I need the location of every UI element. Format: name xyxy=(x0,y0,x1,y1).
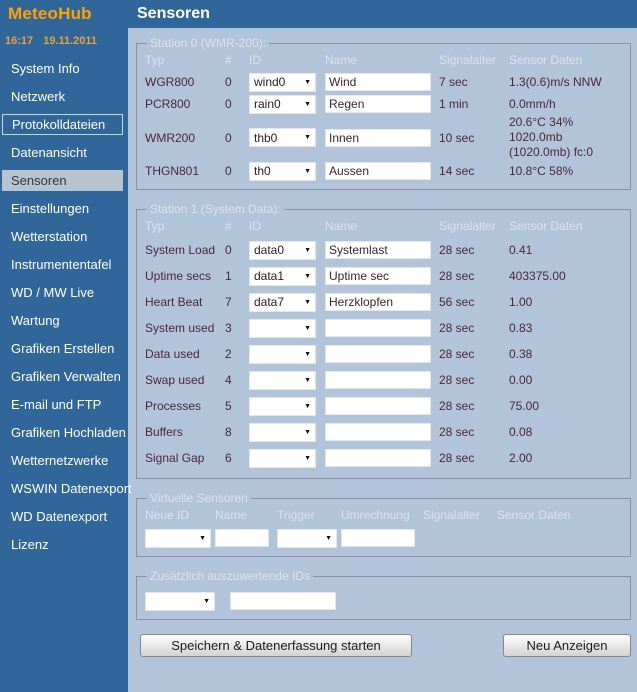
table-row xyxy=(145,341,622,367)
id-select[interactable] xyxy=(249,95,316,114)
sensor-num: 2 xyxy=(225,347,232,361)
sensor-data: 0.83 xyxy=(509,321,533,335)
sensor-data-line: 1020.0mb xyxy=(509,130,563,144)
name-input[interactable] xyxy=(325,129,431,147)
column-header-id: ID xyxy=(249,53,261,67)
clock-date: 19.11.2011 xyxy=(43,35,98,47)
station0-header-row xyxy=(145,53,622,67)
sidebar-item-grafiken-erstellen[interactable]: Grafiken Erstellen xyxy=(11,341,115,356)
sensor-data: 2.00 xyxy=(509,451,533,465)
sensor-data xyxy=(509,115,622,160)
id-select-value: th0 xyxy=(254,164,271,178)
sensor-num: 1 xyxy=(225,269,232,283)
column-header-signalalter: Signalalter xyxy=(423,508,480,522)
virtual-sensors-legend: Virtuelle Sensoren xyxy=(150,491,248,505)
additional-ids-legend: Zusätzlich auszuwertende IDs xyxy=(150,569,311,583)
table-row xyxy=(145,71,622,93)
table-row xyxy=(145,367,622,393)
sensor-data: 1.3(0.6)m/s NNW xyxy=(509,75,602,89)
table-row xyxy=(145,237,622,263)
id-select[interactable] xyxy=(249,423,316,442)
app-logo: MeteoHub xyxy=(8,4,92,23)
name-input[interactable] xyxy=(325,423,431,441)
sensor-num: 0 xyxy=(225,130,232,145)
sensor-typ: Signal Gap xyxy=(145,451,205,465)
column-header-sensor-daten: Sensor Daten xyxy=(509,219,583,233)
trigger-select[interactable] xyxy=(277,529,337,548)
sensor-data: 75.00 xyxy=(509,399,540,413)
signal-age: 28 sec xyxy=(439,373,475,387)
id-select-value: thb0 xyxy=(254,130,278,145)
sidebar-item-wd-datenexport[interactable]: WD Datenexport xyxy=(11,509,108,524)
sensor-typ: System used xyxy=(145,321,215,335)
table-row xyxy=(145,160,622,182)
sensor-data: 0.0mm/h xyxy=(509,97,556,111)
name-input[interactable] xyxy=(325,319,431,337)
column-header-trigger: Trigger xyxy=(277,508,315,522)
station1-header-row xyxy=(145,219,622,233)
table-row xyxy=(145,393,622,419)
virtual-sensors-fieldset xyxy=(136,491,631,557)
name-input[interactable] xyxy=(325,267,431,285)
signal-age: 28 sec xyxy=(439,243,475,257)
sensor-data: 403375.00 xyxy=(509,269,566,283)
additional-ids-fieldset xyxy=(136,569,631,620)
page-title: Sensoren xyxy=(137,5,210,22)
signal-age: 28 sec xyxy=(439,321,475,335)
id-select-value: data7 xyxy=(254,295,285,309)
dropdown-arrow-icon: ▼ xyxy=(304,272,311,280)
sidebar-item-wd-mw-live[interactable]: WD / MW Live xyxy=(11,285,95,300)
name-input[interactable] xyxy=(325,95,431,113)
sensor-num: 3 xyxy=(225,321,232,335)
dropdown-arrow-icon: ▼ xyxy=(304,100,311,108)
station0-fieldset xyxy=(136,36,631,190)
sensor-num: 0 xyxy=(225,75,232,89)
id-select[interactable] xyxy=(249,319,316,338)
sensor-typ: Heart Beat xyxy=(145,295,203,309)
id-select[interactable] xyxy=(249,73,316,92)
id-select[interactable] xyxy=(249,345,316,364)
column-header-id: ID xyxy=(249,219,261,233)
dropdown-arrow-icon: ▼ xyxy=(304,298,311,306)
column-header-sensor-daten: Sensor Daten xyxy=(497,508,571,522)
save-and-start-button[interactable]: Speichern & Datenerfassung starten xyxy=(140,634,412,657)
sidebar-item-grafiken-verwalten[interactable]: Grafiken Verwalten xyxy=(11,369,121,384)
name-input[interactable] xyxy=(325,345,431,363)
column-header-name: Name xyxy=(325,53,358,67)
button-row xyxy=(136,634,631,657)
column-header-num: # xyxy=(225,53,232,67)
clock xyxy=(0,28,128,58)
id-select[interactable] xyxy=(249,162,316,181)
sensor-typ: PCR800 xyxy=(145,97,191,111)
sensor-typ: Processes xyxy=(145,399,202,413)
dropdown-arrow-icon: ▼ xyxy=(304,376,311,384)
name-input[interactable] xyxy=(325,73,431,91)
id-select[interactable] xyxy=(249,267,316,286)
sensor-num: 0 xyxy=(225,243,232,257)
station1-fieldset xyxy=(136,202,631,479)
sidebar-item-grafiken-hochladen[interactable]: Grafiken Hochladen xyxy=(11,425,126,440)
sensor-num: 4 xyxy=(225,373,232,387)
dropdown-arrow-icon: ▼ xyxy=(304,246,311,254)
new-id-select[interactable] xyxy=(145,529,211,548)
virtual-header-row xyxy=(145,508,622,522)
column-header-signalalter: Signalalter xyxy=(439,219,496,233)
id-select[interactable] xyxy=(249,371,316,390)
additional-id-row xyxy=(145,590,622,612)
dropdown-arrow-icon: ▼ xyxy=(304,324,311,332)
name-input[interactable] xyxy=(325,162,431,180)
signal-age: 56 sec xyxy=(439,295,475,309)
additional-id-input[interactable] xyxy=(230,592,336,610)
sidebar-item-system-info[interactable]: System Info xyxy=(11,61,80,76)
sensor-data: 0.08 xyxy=(509,425,533,439)
sensor-data: 1.00 xyxy=(509,295,533,309)
table-row xyxy=(145,315,622,341)
column-header-name: Name xyxy=(325,219,358,233)
name-input[interactable] xyxy=(325,449,431,467)
dropdown-arrow-icon: ▼ xyxy=(304,350,311,358)
column-header-num: # xyxy=(225,219,232,233)
dropdown-arrow-icon: ▼ xyxy=(304,78,311,86)
sensor-typ: Buffers xyxy=(145,425,183,439)
sidebar-item-wswin-datenexport[interactable]: WSWIN Datenexport xyxy=(11,481,132,496)
dropdown-arrow-icon: ▼ xyxy=(304,167,311,175)
dropdown-arrow-icon: ▼ xyxy=(304,134,311,141)
dropdown-arrow-icon: ▼ xyxy=(304,454,311,462)
table-row xyxy=(145,93,622,115)
column-header-typ: Typ xyxy=(145,219,165,233)
virtual-name-input[interactable] xyxy=(215,529,269,547)
sidebar-item-netzwerk[interactable]: Netzwerk xyxy=(11,89,66,104)
id-select-value: data1 xyxy=(254,269,285,283)
sensor-data-line: 20.6°C 34% xyxy=(509,115,574,129)
sidebar-item-wartung[interactable]: Wartung xyxy=(11,313,60,328)
id-select[interactable] xyxy=(249,128,316,147)
table-row xyxy=(145,289,622,315)
dropdown-arrow-icon: ▼ xyxy=(199,534,206,542)
clock-time: 16:17 xyxy=(5,35,34,47)
id-select-value: data0 xyxy=(254,243,285,257)
sensor-num: 0 xyxy=(225,164,232,178)
sensor-data: 0.38 xyxy=(509,347,533,361)
main-content xyxy=(128,28,637,692)
table-row xyxy=(145,419,622,445)
sensor-data-line: (1020.0mb) fc:0 xyxy=(509,145,594,159)
sensor-num: 0 xyxy=(225,97,232,111)
signal-age: 28 sec xyxy=(439,425,475,439)
sensor-num: 6 xyxy=(225,451,232,465)
sensor-num: 8 xyxy=(225,425,232,439)
sensor-typ: Swap used xyxy=(145,373,205,387)
column-header-name: Name xyxy=(215,508,248,522)
id-select[interactable] xyxy=(249,397,316,416)
column-header-typ: Typ xyxy=(145,53,165,67)
additional-id-select[interactable] xyxy=(145,592,215,611)
dropdown-arrow-icon: ▼ xyxy=(203,597,210,605)
sidebar-item-wetterstation[interactable]: Wetterstation xyxy=(11,229,88,244)
column-header-neue-id: Neue ID xyxy=(145,508,190,522)
signal-age: 7 sec xyxy=(439,75,468,89)
sidebar-item-instrumententafel[interactable]: Instrumententafel xyxy=(11,257,112,272)
top-bar xyxy=(0,0,637,28)
signal-age: 28 sec xyxy=(439,399,475,413)
signal-age: 28 sec xyxy=(439,347,475,361)
column-header-umrechnung: Umrechnung xyxy=(341,508,410,522)
sidebar xyxy=(0,28,132,692)
name-input[interactable] xyxy=(325,293,431,311)
sensor-typ: System Load xyxy=(145,243,216,257)
table-row xyxy=(145,115,622,160)
sensor-num: 7 xyxy=(225,295,232,309)
signal-age: 10 sec xyxy=(439,130,475,145)
name-input[interactable] xyxy=(325,397,431,415)
id-select[interactable] xyxy=(249,449,316,468)
sensor-data: 0.00 xyxy=(509,373,533,387)
sensor-typ: WGR800 xyxy=(145,75,195,89)
dropdown-arrow-icon: ▼ xyxy=(325,534,332,542)
station0-legend: Station 0 (WMR-200): xyxy=(150,36,267,50)
sidebar-item-datenansicht[interactable]: Datenansicht xyxy=(11,145,87,160)
refresh-button[interactable]: Neu Anzeigen xyxy=(503,634,631,657)
signal-age: 1 min xyxy=(439,97,469,111)
sensor-data: 10.8°C 58% xyxy=(509,164,574,178)
column-header-signalalter: Signalalter xyxy=(439,53,496,67)
sidebar-item-email-und-ftp[interactable]: E-mail und FTP xyxy=(11,397,102,412)
id-select[interactable] xyxy=(249,293,316,312)
signal-age: 28 sec xyxy=(439,269,475,283)
virtual-sensor-row xyxy=(145,527,622,549)
id-select-value: rain0 xyxy=(254,97,281,111)
sidebar-item-lizenz[interactable]: Lizenz xyxy=(11,537,49,552)
column-header-sensor-daten: Sensor Daten xyxy=(509,53,583,67)
sensor-typ: THGN801 xyxy=(145,164,200,178)
signal-age: 28 sec xyxy=(439,451,475,465)
sidebar-item-einstellungen[interactable]: Einstellungen xyxy=(11,201,90,216)
id-select[interactable] xyxy=(249,241,316,260)
dropdown-arrow-icon: ▼ xyxy=(304,428,311,436)
id-select-value: wind0 xyxy=(254,75,286,89)
signal-age: 14 sec xyxy=(439,164,475,178)
sensor-typ: Uptime secs xyxy=(145,269,212,283)
name-input[interactable] xyxy=(325,371,431,389)
table-row xyxy=(145,263,622,289)
sidebar-item-sensoren[interactable]: Sensoren xyxy=(2,170,123,191)
sensor-num: 5 xyxy=(225,399,232,413)
sidebar-item-wetternetzwerke[interactable]: Wetternetzwerke xyxy=(11,453,109,468)
station1-legend: Station 1 (System Data): xyxy=(150,202,281,216)
sensor-typ: WMR200 xyxy=(145,130,196,145)
dropdown-arrow-icon: ▼ xyxy=(304,402,311,410)
sidebar-item-protokolldateien[interactable]: Protokolldateien xyxy=(2,114,123,135)
name-input[interactable] xyxy=(325,241,431,259)
table-row xyxy=(145,445,622,471)
sensor-data: 0.41 xyxy=(509,243,533,257)
sensor-typ: Data used xyxy=(145,347,200,361)
umrechnung-input[interactable] xyxy=(341,529,415,547)
